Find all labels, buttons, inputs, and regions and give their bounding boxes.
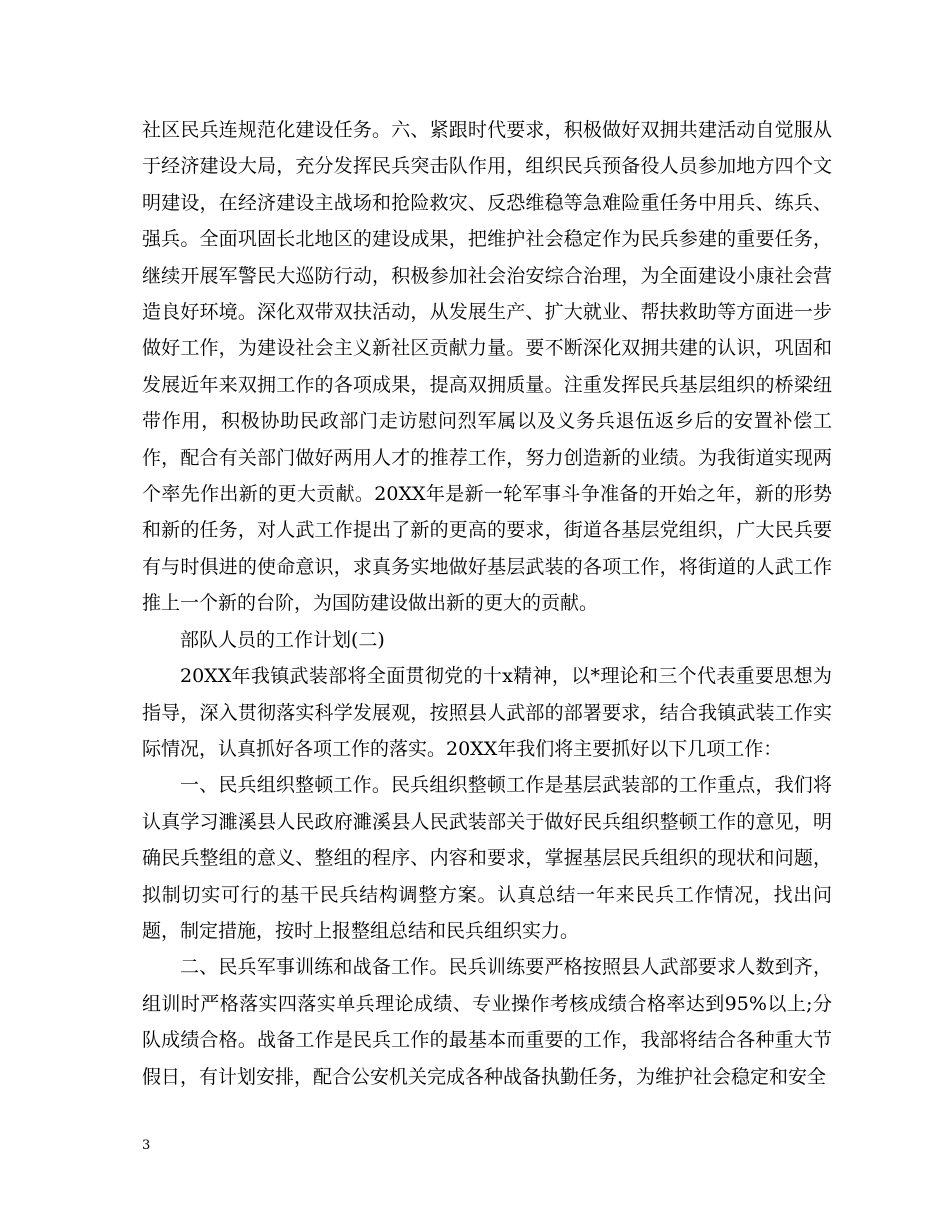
paragraph-continuation: 社区民兵连规范化建设任务。六、紧跟时代要求，积极做好双拥共建活动自觉服从于经济建设大局，充分发挥民兵突击队作用，组织民兵预备役人员参加地方四个文明建设，在经济建设主战场和抢险救灾、反恐维稳等急难险重任务中用兵、练兵、强兵。全面巩固长北地区的建设成果，把维护社会稳定作为民兵参建的重要任务，继续开展军警民大巡防行动，积极参加社会治安综合治理，为全面建设小康社会营造良好环境。深化双带双扶活动，从发展生产、扩大就业、帮扶救助等方面进一步做好工作，为建设社会主义新社区贡献力量。要不断深化双拥共建的认识，巩固和发展近年来双拥工作的各项成果，提高双拥质量。注重发挥民兵基层组织的桥梁纽带作用，积极协助民政部门走访慰问烈军属以及义务兵退伍返乡后的安置补偿工作，配合有关部门做好两用人才的推荐工作，努力创造新的业绩。为我街道实现两个率先作出新的更大贡献。20XX年是新一轮军事斗争准备的开始之年，新的形势和新的任务，对人武工作提出了新的更高的要求，街道各基层党组织，广大民兵要有与时俱进的使命意识，求真务实地做好基层武装的各项工作，将街道的人武工作推上一个新的台阶，为国防建设做出新的更大的贡献。 [142, 119, 832, 615]
paragraph-militia-training: 二、民兵军事训练和战备工作。民兵训练要严格按照县人武部要求人数到齐，组训时严格落实四落实单兵理论成绩、专业操作考核成绩合格率达到95%以上;分队成绩合格。战备工作是民兵工作的最基本而重要的工作，我部将结合各种重大节假日，有计划安排，配合公安机关完成各种战备执勤任务，为维护社会稳定和安全 [142, 956, 832, 1088]
paragraph-militia-organization: 一、民兵组织整顿工作。民兵组织整顿工作是基层武装部的工作重点，我们将认真学习濉溪县人民政府濉溪县人民武装部关于做好民兵组织整顿工作的意见，明确民兵整组的意义、整组的程序、内容和要求，掌握基层民兵组织的现状和问题，拟制切实可行的基干民兵结构调整方案。认真总结一年来民兵工作情况，找出问题，制定措施，按时上报整组总结和民兵组织实力。 [142, 774, 832, 942]
paragraph-intro: 20XX年我镇武装部将全面贯彻党的十x精神，以*理论和三个代表重要思想为指导，深入贯彻落实科学发展观，按照县人武部的部署要求，结合我镇武装工作实际情况，认真抓好各项工作的落实。20XX年我们将主要抓好以下几项工作： [142, 665, 832, 760]
section-heading: 部队人员的工作计划(二) [180, 628, 385, 651]
page-number: 3 [142, 1138, 151, 1153]
document-body [142, 112, 832, 1095]
